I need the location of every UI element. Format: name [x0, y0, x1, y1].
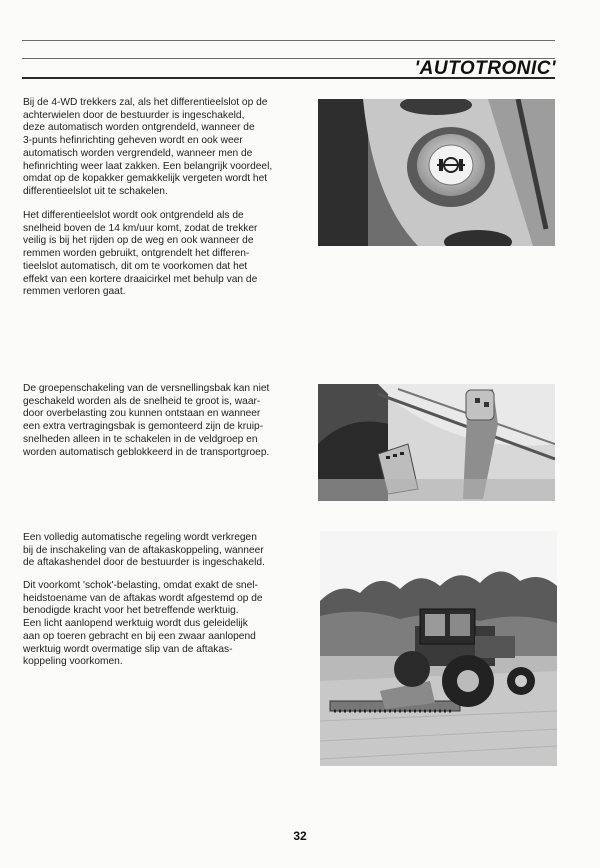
- photo-differential-lock-switch: [318, 99, 555, 246]
- section-1-paragraph-2: Het differentieelslot wordt ook ontgrendeld als de snelheid boven de 14 km/uur komt, zodat de trekker veilig is bij het rijden op de weg en ook wanneer de remmen worden gebruikt, ontgrendelt het differen- tieelslot automatisch, dit om te voorkomen dat het effekt van een kortere draaicirkel met behulp van de remmen verloren gaat.: [23, 210, 258, 298]
- photo-gearbox-group-lever: [318, 384, 555, 501]
- section-3-paragraph-1: Een volledig automatische regeling wordt verkregen bij de inschakeling van de aftakaskoppeling, wanneer de aftakashendel door de bestuurder is ingeschakeld.: [23, 532, 265, 569]
- page-title: 'AUTOTRONIC': [414, 58, 556, 79]
- section-1-paragraph-1: Bij de 4-WD trekkers zal, als het differentieelslot op de achterwielen door de bestuurder is ingeschakeld, deze automatisch worden ontgrendeld, wanneer de 3-punts hefinrichting geheven wordt en ook weer automatisch worden vergrendeld, wanneer men de hefinrichting weer laat zakken. Een belangrijk voordeel, omdat op de kopakker gemakkelijk vergeten wordt het differentieelslot uit te schakelen.: [23, 97, 273, 197]
- section-2-paragraph-1: De groepenschakeling van de versnellingsbak kan niet geschakeld worden als de snelheid te groot is, waar- door overbelasting zou kunnen ontstaan en wanneer een extra vertragingsbak is gemonteerd zijn de kruip- snelheden alleen in te schakelen in de veldgroep en worden automatisch geblokkeerd in de transportgroep.: [23, 383, 270, 458]
- header-rule-top: [22, 40, 555, 41]
- section-3-paragraph-2: Dit voorkomt 'schok'-belasting, omdat exakt de snel- heidstoename van de aftakas wordt afgestemd op de benodigde kracht voor het betreffende werktuig. Een licht aanlopend werktuig wordt dus geleidelijk aan op toeren gebracht en bij een zwaar aanlopend werktuig wordt overmatige slip van de aftakas- koppeling voorkomen.: [23, 580, 263, 668]
- photo-tractor-with-implement: [320, 531, 557, 766]
- page-number: 32: [293, 829, 307, 843]
